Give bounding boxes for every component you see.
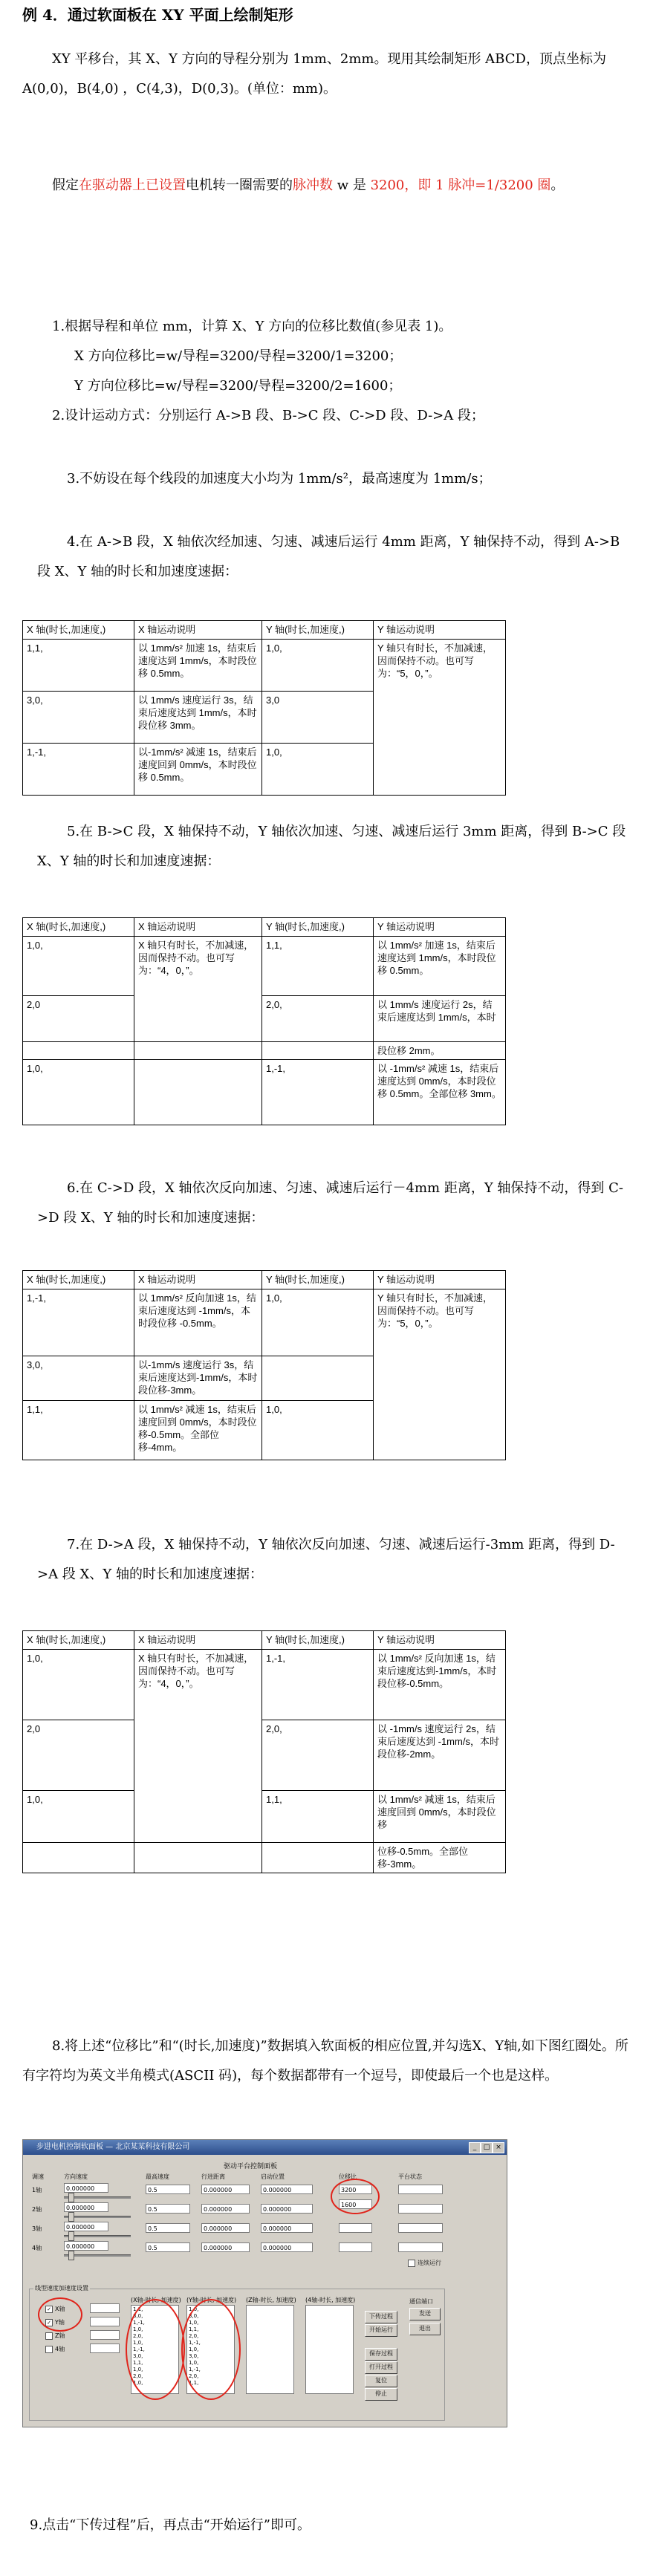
checkbox-icon[interactable] (45, 2346, 53, 2353)
cell: 以 -1mm/s² 减速 1s，结束后速度达到 0mm/s，本时段位移 0.5mm。全部位移 3mm。 (374, 1060, 506, 1125)
checkbox-icon[interactable]: ✓ (45, 2319, 53, 2326)
cell (23, 1843, 134, 1873)
distance-field-4[interactable]: 0.000000 (201, 2242, 250, 2252)
cell: 1,0, (262, 1289, 374, 1356)
panel-inner-title: 驱动平台控制面板 (224, 2163, 278, 2170)
list-item[interactable]: 2,0, (133, 2333, 143, 2339)
table-header-row (23, 1271, 506, 1289)
cell: 1,-1, (23, 1289, 134, 1356)
start-pos-field-4[interactable]: 0.000000 (261, 2242, 313, 2252)
table-row (23, 1720, 506, 1791)
cell-y-note: Y 轴只有时长，不加减速，因而保持不动。也可写为：“5，0，”。 (374, 1289, 506, 1460)
z-axis-data-list[interactable] (246, 2305, 294, 2394)
cell: 位移-0.5mm。全部位移-3mm。 (374, 1843, 506, 1873)
header-x-time-acc: X 轴(时长,加速度,) (23, 1631, 134, 1650)
cell: 1,1, (23, 1401, 134, 1460)
col-label-distance: 行进距离 (201, 2173, 225, 2180)
step-8: 8.将上述“位移比”和“(时长,加速度)”数据填入软面板的相应位置,并勾选X、Y轴,如下图红圈处。所有字符均为英文半角模式(ASCII 码)，每个数据都带有一个逗号，即使最后一个也是这样。 (22, 2038, 628, 2084)
cell: 以 1mm/s 速度运行 2s，结束后速度达到 1mm/s，本时 (374, 996, 506, 1042)
table-header-row (23, 1631, 506, 1650)
select-y-label: Y轴 (55, 2319, 65, 2326)
cell-y-note: Y 轴只有时长，不加减速，因而保持不动。也可写为：“5，0，”。 (374, 640, 506, 796)
ratio-highlight-ellipse (331, 2179, 380, 2214)
speed-slider-1[interactable] (64, 2196, 131, 2199)
send-button[interactable]: 发送 (409, 2308, 441, 2320)
cell: 1,-1, (262, 1060, 374, 1125)
list-item[interactable]: 1,0, (133, 2367, 143, 2372)
speed-slider-3[interactable] (64, 2235, 131, 2237)
cell: 1,-1, (262, 1650, 374, 1720)
start-pos-field-1[interactable]: 0.000000 (261, 2185, 313, 2194)
list-item[interactable]: 1,-1, (133, 2346, 145, 2352)
select-4-label: 4轴 (55, 2346, 65, 2352)
step-1: 1.根据导程和单位 mm，计算 X、Y 方向的位移比数值(参见表 1)。 (52, 319, 452, 334)
speed-field-4[interactable]: 0.000000 (64, 2241, 108, 2251)
cell: 2,0, (262, 1720, 374, 1791)
cell: 1,0, (23, 1791, 134, 1843)
max-speed-field-3[interactable]: 0.5 (146, 2223, 190, 2233)
step-7: 7.在 D->A 段，X 轴保持不动，Y 轴依次反向加速、匀速、减速后运行-3mm 距离，得到 D->A 段 X、Y 轴的时长和加速度速据： (37, 1537, 615, 1582)
cell: 1,1, (23, 640, 134, 692)
assumption-red-2: 脉冲数 (293, 178, 333, 193)
list-item[interactable]: 1,0, (189, 2306, 199, 2312)
cell: 2,0 (23, 996, 134, 1042)
step-3: 3.不妨设在每个线段的加速度大小均为 1mm/s²，最高速度为 1mm/s； (67, 471, 492, 487)
list-item[interactable]: 1,-1, (189, 2340, 201, 2346)
cell: 1,1, (262, 1791, 374, 1843)
list-y-header: (Y轴-时长, 加速度) (186, 2297, 237, 2303)
list-item[interactable]: 1,1, (133, 2360, 143, 2366)
cell: 以 1mm/s² 减速 1s，结束后速度回到 0mm/s，本时段位移 (374, 1791, 506, 1843)
cell: 以-1mm/s 速度运行 3s，结束后速度达到-1mm/s，本时段位移-3mm。 (134, 1356, 262, 1401)
save-process-button[interactable]: 保存过程 (365, 2348, 397, 2361)
cell: 以 1mm/s² 加速 1s，结束后速度达到 1mm/s，本时段位移 0.5mm。 (134, 640, 262, 692)
y-list-highlight-ellipse (181, 2299, 241, 2400)
x-list-highlight-ellipse (126, 2299, 185, 2400)
start-run-button[interactable]: 开始运行 (365, 2324, 397, 2337)
col-label-speed: 调速 (32, 2173, 44, 2180)
cell: 以 1mm/s 速度运行 3s，结束后速度达到 1mm/s，本时段位移 3mm。 (134, 692, 262, 744)
ratio-field-y[interactable]: 1600 (339, 2199, 372, 2209)
cell (134, 1060, 262, 1125)
checkbox-icon[interactable] (45, 2332, 53, 2340)
cell (134, 1843, 262, 1873)
select-4-axis[interactable] (45, 2345, 65, 2353)
intro-paragraph: XY 平移台，其 X、Y 方向的导程分别为 1mm、2mm。现用其绘制矩形 ABCD，顶点坐标为 A(0,0)，B(4,0) ，C(4,3)，D(0,3)。(单位：mm)。 (22, 51, 606, 97)
step-1-y: Y 方向位移比=w/导程=3200/导程=3200/2=1600； (74, 378, 402, 394)
assumption-paragraph (22, 171, 631, 201)
cell: 以-1mm/s² 减速 1s，结束后速度回到 0mm/s，本时段位移 0.5mm。 (134, 744, 262, 796)
cell: 1,1, (262, 937, 374, 996)
step-6: 6.在 C->D 段，X 轴依次反向加速、匀速、减速后运行－4mm 距离，Y 轴保持不动，得到 C->D 段 X、Y 轴的时长和加速度速据： (37, 1180, 624, 1226)
axis-3-label: 3轴 (32, 2225, 42, 2232)
list-item[interactable]: 2,0, (133, 2373, 143, 2379)
speed-field-3[interactable]: 0.000000 (64, 2222, 108, 2231)
header-y-desc: Y 轴运动说明 (374, 1271, 506, 1289)
status-field-1 (398, 2185, 443, 2194)
cell: 以 1mm/s² 减速 1s，结束后速度回到 0mm/s，本时段位移-0.5mm。全部位移-4mm。 (134, 1401, 262, 1460)
assumption-red-3: 3200，即 1 脉冲=1/3200 圈 (370, 178, 551, 193)
step-1-x: X 方向位移比=w/导程=3200/导程=3200/1=3200； (74, 348, 403, 364)
cell (23, 1042, 134, 1060)
panel-titlebar (23, 2140, 507, 2155)
speed-slider-2[interactable] (64, 2216, 131, 2218)
exit-button[interactable]: 退出 (409, 2323, 441, 2335)
table-row (23, 1650, 506, 1720)
close-icon[interactable]: × (493, 2142, 504, 2153)
start-pos-field-3[interactable]: 0.000000 (261, 2223, 313, 2233)
step-2: 2.设计运动方式：分别运行 A->B 段、B->C 段、C->D 段、D->A 段； (52, 408, 484, 423)
header-y-time-acc: Y 轴(时长,加速度,) (262, 918, 374, 937)
assumption-suffix: 。 (550, 178, 565, 193)
col-label-status: 平台状态 (398, 2173, 422, 2180)
table-row (23, 996, 506, 1042)
cell: 1,0, (23, 937, 134, 996)
table-header-row (23, 918, 506, 937)
list-item[interactable]: 3,0, (133, 2353, 143, 2359)
speed-slider-4[interactable] (64, 2254, 131, 2257)
cell: 1,0, (23, 1650, 134, 1720)
axis-4-data-list[interactable] (305, 2305, 354, 2394)
cell: 以 -1mm/s 速度运行 2s，结束后速度达到 -1mm/s，本时段位移-2mm。 (374, 1720, 506, 1791)
list-x-header: (X轴-时长, 加速度) (131, 2297, 181, 2303)
cell: 3,0 (262, 692, 374, 744)
list-item[interactable]: 1,1, (189, 2380, 199, 2386)
header-y-time-acc: Y 轴(时长,加速度,) (262, 621, 374, 640)
ratio-field-3[interactable] (339, 2223, 372, 2233)
status-field-2 (398, 2204, 443, 2214)
cell-x-note: X 轴只有时长，不加减速，因而保持不动。也可写为：“4，0，”。 (134, 1650, 262, 1843)
cell: 以 1mm/s² 反向加速 1s，结束后速度达到 -1mm/s，本时段位移 -0.5mm。 (134, 1289, 262, 1356)
checkbox-icon[interactable] (408, 2260, 415, 2267)
header-y-time-acc: Y 轴(时长,加速度,) (262, 1631, 374, 1650)
list-item[interactable]: 1,0, (133, 2326, 143, 2332)
table-row (23, 1042, 506, 1060)
list-item[interactable]: 3,0, (189, 2313, 199, 2319)
max-speed-field-1[interactable]: 0.5 (146, 2185, 190, 2194)
step-9: 9.点击“下传过程”后，再点击“开始运行”即可。 (30, 2517, 311, 2533)
cell: 3,0, (23, 1356, 134, 1401)
table-c-to-d (22, 1270, 506, 1460)
open-process-button[interactable]: 打开过程 (365, 2361, 397, 2374)
col-label-start-pos: 启动位置 (261, 2173, 285, 2180)
assumption-mid: 电机转一圈需要的 (186, 178, 293, 193)
list-item[interactable]: 3,0, (133, 2313, 143, 2319)
select-z-axis[interactable] (45, 2332, 65, 2340)
table-header-row (23, 621, 506, 640)
list-item[interactable]: 1,0, (189, 2360, 199, 2366)
status-field-3 (398, 2223, 443, 2233)
continuous-checkbox[interactable] (408, 2259, 441, 2267)
list-4-header: (4轴-时长, 加速度) (305, 2297, 356, 2303)
param-field-3[interactable] (90, 2330, 120, 2340)
cell (262, 1042, 374, 1060)
step-5: 5.在 B->C 段，X 轴保持不动，Y 轴依次加速、匀速、减速后运行 3mm 距离，得到 B->C 段 X、Y 轴的时长和加速度速据： (37, 824, 626, 869)
cell: 1,0, (262, 640, 374, 692)
continuous-label: 连续运行 (418, 2260, 441, 2266)
header-x-desc: X 轴运动说明 (134, 1271, 262, 1289)
cell: 以 1mm/s² 加速 1s，结束后速度达到 1mm/s，本时段位移 0.5mm。 (374, 937, 506, 996)
col-label-direction: 方向速度 (64, 2173, 88, 2180)
comm-group-title: 通信端口 (409, 2298, 433, 2305)
max-speed-field-2[interactable]: 0.5 (146, 2204, 190, 2214)
param-field-1[interactable] (90, 2303, 120, 2313)
header-x-desc: X 轴运动说明 (134, 1631, 262, 1650)
cell: 1,0, (262, 744, 374, 796)
table-a-to-b (22, 620, 506, 796)
download-process-button[interactable]: 下传过程 (365, 2311, 397, 2323)
header-x-time-acc: X 轴(时长,加速度,) (23, 1271, 134, 1289)
accel-group-title: 线型速度加速度设置 (35, 2285, 88, 2292)
example-heading: 例 4．通过软面板在 XY 平面上绘制矩形 (22, 6, 293, 24)
speed-field-2[interactable]: 0.000000 (64, 2202, 108, 2212)
table-row (23, 1791, 506, 1843)
list-item[interactable]: 3,0, (189, 2353, 199, 2359)
list-item[interactable]: 2,0, (189, 2373, 199, 2379)
list-item[interactable]: 1,-1, (189, 2367, 201, 2372)
distance-field-2[interactable]: 0.000000 (201, 2204, 250, 2214)
cell (134, 1042, 262, 1060)
cell: 2,0, (262, 996, 374, 1042)
cell: 段位移 2mm。 (374, 1042, 506, 1060)
list-item[interactable]: 1,1, (133, 2306, 143, 2312)
list-item[interactable]: 2,0, (189, 2333, 199, 2339)
list-item[interactable]: 1,-1, (133, 2320, 145, 2326)
maximize-icon[interactable]: □ (481, 2142, 493, 2153)
list-item[interactable]: 1,1, (189, 2326, 199, 2332)
cell (262, 1843, 374, 1873)
list-item[interactable]: 1,0, (133, 2340, 143, 2346)
table-d-to-a (22, 1630, 506, 1873)
ratio-field-4[interactable] (339, 2242, 372, 2252)
param-field-2[interactable] (90, 2317, 120, 2326)
header-y-desc: Y 轴运动说明 (374, 621, 506, 640)
distance-field-3[interactable]: 0.000000 (201, 2223, 250, 2233)
select-z-label: Z轴 (55, 2332, 65, 2339)
reset-button[interactable]: 复位 (365, 2375, 397, 2387)
table-row (23, 640, 506, 692)
cell: 3,0, (23, 692, 134, 744)
assumption-prefix: 假定 (52, 178, 79, 193)
header-x-time-acc: X 轴(时长,加速度,) (23, 621, 134, 640)
col-label-ratio: 位移比 (339, 2173, 357, 2180)
status-field-4 (398, 2242, 443, 2252)
cell: 1,0, (23, 1060, 134, 1125)
header-x-desc: X 轴运动说明 (134, 621, 262, 640)
speed-field-1[interactable]: 0.000000 (64, 2183, 108, 2193)
list-item[interactable]: 1,0, (189, 2346, 199, 2352)
cell: 2,0 (23, 1720, 134, 1791)
table-row (23, 1289, 506, 1356)
header-y-time-acc: Y 轴(时长,加速度,) (262, 1271, 374, 1289)
assumption-red-1: 在驱动器上已设置 (79, 178, 186, 193)
list-item[interactable]: 1,0, (133, 2380, 143, 2386)
cell: 1,0, (262, 1401, 374, 1460)
table-row (23, 1843, 506, 1873)
assumption-w: w 是 (333, 178, 371, 193)
header-x-time-acc: X 轴(时长,加速度,) (23, 918, 134, 937)
distance-field-1[interactable]: 0.000000 (201, 2185, 250, 2194)
axis-select-highlight-ellipse (38, 2297, 82, 2332)
panel-title: 步进电机控制软面板 — 北京某某科技有限公司 (36, 2143, 190, 2151)
cell (262, 1356, 374, 1401)
axis-4-label: 4轴 (32, 2245, 42, 2251)
list-z-header: (Z轴-时长, 加速度) (246, 2297, 296, 2303)
select-x-label: X轴 (55, 2306, 65, 2312)
ratio-field-x[interactable]: 3200 (339, 2185, 372, 2194)
start-pos-field-2[interactable]: 0.000000 (261, 2204, 313, 2214)
header-y-desc: Y 轴运动说明 (374, 918, 506, 937)
list-item[interactable]: 1,0, (189, 2320, 199, 2326)
col-label-max-speed: 最高速度 (146, 2173, 169, 2180)
header-x-desc: X 轴运动说明 (134, 918, 262, 937)
checkbox-icon[interactable]: ✓ (45, 2306, 53, 2313)
control-panel-screenshot (22, 2139, 507, 2427)
table-row (23, 937, 506, 996)
axis-1-label: 1轴 (32, 2187, 42, 2193)
header-y-desc: Y 轴运动说明 (374, 1631, 506, 1650)
axis-2-label: 2轴 (32, 2206, 42, 2213)
minimize-icon[interactable]: _ (469, 2142, 481, 2153)
table-row (23, 1060, 506, 1125)
table-b-to-c (22, 917, 506, 1125)
param-field-4[interactable] (90, 2344, 120, 2353)
stop-button[interactable]: 停止 (365, 2388, 397, 2401)
max-speed-field-4[interactable]: 0.5 (146, 2242, 190, 2252)
step-4: 4.在 A->B 段，X 轴依次经加速、匀速、减速后运行 4mm 距离，Y 轴保持不动，得到 A->B 段 X、Y 轴的时长和加速度速据： (37, 534, 620, 579)
cell: 以 1mm/s² 反向加速 1s，结束后速度达到-1mm/s，本时段位移-0.5mm。 (374, 1650, 506, 1720)
cell: 1,-1, (23, 744, 134, 796)
cell-x-note: X 轴只有时长，不加减速，因而保持不动。也可写为：“4，0，”。 (134, 937, 262, 1042)
